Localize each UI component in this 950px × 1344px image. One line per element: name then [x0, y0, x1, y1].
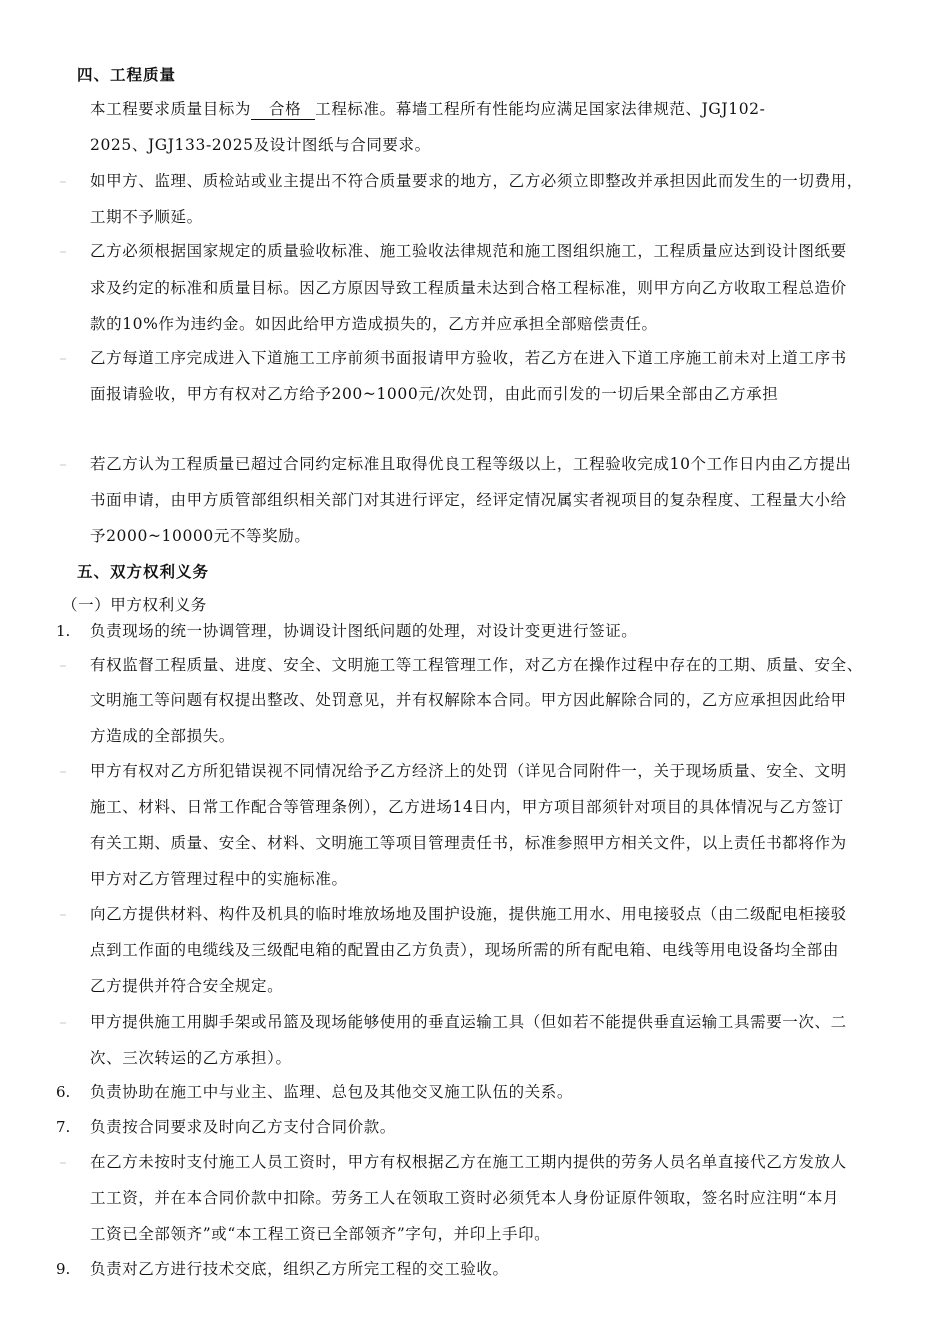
paragraph-line: 乙方每道工序完成进入下道施工工序前须书面报请甲方验收，若乙方在进入下道工序施工前未对上道工序书 [90, 349, 847, 367]
paragraph-line: 予2000~10000元不等奖励。 [90, 527, 311, 545]
list-number: 7. [56, 1118, 71, 1136]
list-item-line: 在乙方未按时支付施工人员工资时，甲方有权根据乙方在施工工期内提供的劳务人员名单直接代乙方发放人 [90, 1153, 847, 1171]
subsection-heading: （一）甲方权利义务 [62, 596, 207, 614]
paragraph-line: 求及约定的标准和质量目标。因乙方原因导致工程质量未达到合格工程标准，则甲方向乙方收取工程总造价 [90, 279, 847, 297]
list-item-line: 工工资，并在本合同价款中扣除。劳务工人在领取工资时必须凭本人身份证原件领取，签名时应注明“本月 [90, 1189, 840, 1207]
list-item-line: 负责现场的统一协调管理，协调设计图纸问题的处理，对设计变更进行签证。 [90, 622, 638, 640]
list-item-line: 甲方对乙方管理过程中的实施标准。 [90, 870, 348, 888]
paragraph-line: 款的10%作为违约金。如因此给甲方造成损失的，乙方并应承担全部赔偿责任。 [90, 315, 658, 333]
list-item-line: 工资已全部领齐”或“本工程工资已全部领齐”字句，并印上手印。 [90, 1225, 551, 1243]
list-item-line: 文明施工等问题有权提出整改、处罚意见，并有权解除本合同。甲方因此解除合同的，乙方应承担因此给甲 [90, 691, 847, 709]
list-number: 6. [56, 1083, 71, 1101]
text-fragment: 本工程要求质量目标为 [90, 100, 252, 118]
list-marker [60, 914, 66, 916]
section-4-heading: 四、工程质量 [77, 65, 177, 84]
list-item-line: 有权监督工程质量、进度、安全、文明施工等工程管理工作，对乙方在操作过程中存在的工期、质量、安全、 [90, 656, 863, 674]
quality-target-line [90, 99, 765, 120]
list-item-line: 次、三次转运的乙方承担）。 [90, 1049, 292, 1067]
list-item-line: 甲方有权对乙方所犯错误视不同情况给予乙方经济上的处罚（详见合同附件一，关于现场质量、安全、文明 [90, 762, 847, 780]
section-5-heading: 五、双方权利义务 [77, 562, 210, 581]
list-number: 9. [56, 1260, 71, 1278]
list-marker [60, 1022, 66, 1024]
list-marker [60, 251, 66, 253]
quality-target-value: 合格 [251, 99, 315, 120]
paragraph-line: 如甲方、监理、质检站或业主提出不符合质量要求的地方，乙方必须立即整改并承担因此而发生的一切费用， [90, 172, 863, 190]
list-item-line: 方造成的全部损失。 [90, 727, 235, 745]
text-fragment: 工程标准。幕墙工程所有性能均应满足国家法律规范、JGJ102- [315, 100, 766, 118]
list-item-line: 甲方提供施工用脚手架或吊篮及现场能够使用的垂直运输工具（但如若不能提供垂直运输工具需要一次、二 [90, 1013, 847, 1031]
paragraph-line: 2025、JGJ133-2025及设计图纸与合同要求。 [90, 136, 431, 154]
list-marker [60, 665, 66, 667]
list-number: 1. [56, 622, 71, 640]
list-item-line: 负责协助在施工中与业主、监理、总包及其他交叉施工队伍的关系。 [90, 1083, 574, 1101]
list-item-line: 向乙方提供材料、构件及机具的临时堆放场地及围护设施，提供施工用水、用电接驳点（由二级配电柜接驳 [90, 905, 847, 923]
list-marker [60, 771, 66, 773]
paragraph-line: 工期不予顺延。 [90, 208, 203, 226]
paragraph-line: 若乙方认为工程质量已超过合同约定标准且取得优良工程等级以上，工程验收完成10个工作日内由乙方提出 [90, 455, 852, 473]
list-item-line: 施工、材料、日常工作配合等管理条例），乙方进场14日内，甲方项目部须针对项目的具体情况与乙方签订 [90, 798, 844, 816]
list-marker [60, 181, 66, 183]
list-item-line: 负责对乙方进行技术交底，组织乙方所完工程的交工验收。 [90, 1260, 509, 1278]
paragraph-line: 乙方必须根据国家规定的质量验收标准、施工验收法律规范和施工图组织施工，工程质量应达到设计图纸要 [90, 242, 847, 260]
list-marker [60, 464, 66, 466]
list-marker [60, 1162, 66, 1164]
paragraph-line: 书面申请，由甲方质管部组织相关部门对其进行评定，经评定情况属实者视项目的复杂程度、工程量大小给 [90, 491, 847, 509]
list-item-line: 乙方提供并符合安全规定。 [90, 977, 284, 995]
list-item-line: 点到工作面的电缆线及三级配电箱的配置由乙方负责），现场所需的所有配电箱、电线等用电设备均全部由 [90, 941, 839, 959]
list-marker [60, 358, 66, 360]
paragraph-line: 面报请验收，甲方有权对乙方给予200~1000元/次处罚，由此而引发的一切后果全部由乙方承担 [90, 385, 779, 403]
list-item-line: 有关工期、质量、安全、材料、文明施工等项目管理责任书，标准参照甲方相关文件，以上责任书都将作为 [90, 834, 847, 852]
list-item-line: 负责按合同要求及时向乙方支付合同价款。 [90, 1118, 396, 1136]
